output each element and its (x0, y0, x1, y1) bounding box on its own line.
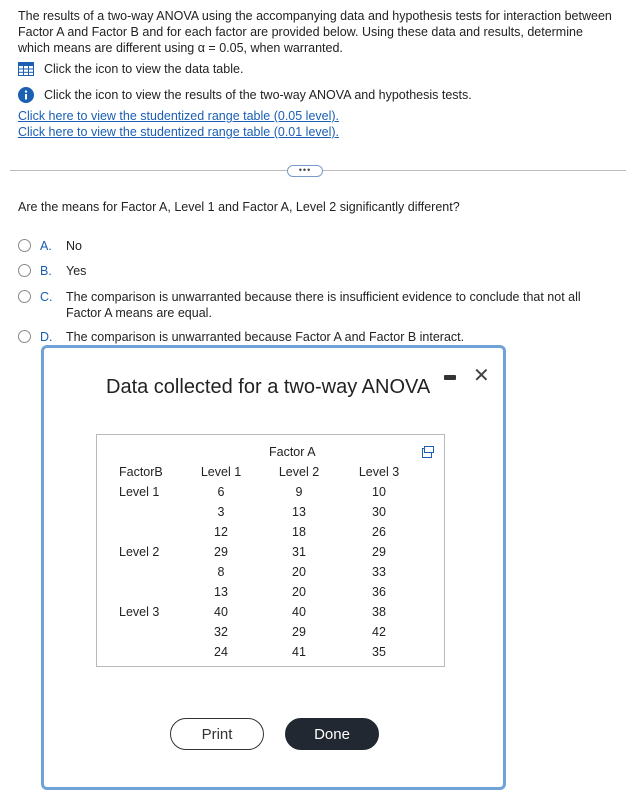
table-cell: 32 (214, 625, 228, 639)
table-cell: 12 (214, 525, 228, 539)
table-icon[interactable] (18, 62, 34, 76)
print-button[interactable]: Print (170, 718, 264, 750)
col-header: Level 2 (278, 465, 320, 479)
option-b[interactable] (18, 263, 606, 279)
table-cell: 33 (372, 565, 386, 579)
table-cell: 8 (217, 565, 225, 579)
table-cell: 30 (372, 505, 386, 519)
table-cell: 6 (217, 485, 225, 499)
table-cell: 18 (292, 525, 306, 539)
radio-button[interactable] (18, 264, 31, 277)
data-table-modal (41, 345, 506, 790)
table-cell: 29 (214, 545, 228, 559)
option-c[interactable] (18, 289, 606, 321)
table-cell: 31 (292, 545, 306, 559)
table-cell: 38 (372, 605, 386, 619)
table-cell: 13 (214, 585, 228, 599)
option-letter: A. (40, 239, 52, 253)
data-table (96, 434, 445, 667)
table-cell: 41 (292, 645, 306, 659)
range-table-005-link[interactable]: Click here to view the studentized range table (0.05 level). (18, 109, 340, 123)
option-text: No (66, 239, 82, 253)
row-label: Level 1 (119, 485, 160, 499)
table-cell: 35 (372, 645, 386, 659)
table-cell: 29 (292, 625, 306, 639)
table-cell: 9 (295, 485, 303, 499)
done-button[interactable]: Done (285, 718, 379, 750)
expand-button[interactable]: ••• (287, 165, 323, 177)
row-label: Level 3 (119, 605, 160, 619)
option-letter: C. (40, 290, 53, 304)
option-text: Yes (66, 264, 87, 278)
anova-hint-row (18, 87, 472, 103)
option-letter: B. (40, 264, 52, 278)
table-cell: 36 (372, 585, 386, 599)
option-text: The comparison is unwarranted because there is insufficient evidence to conclude that not all Factor A means are equal. (66, 290, 581, 320)
table-cell: 40 (214, 605, 228, 619)
option-text: The comparison is unwarranted because Factor A and Factor B interact. (66, 330, 465, 344)
data-table-hint: Click the icon to view the data table. (44, 62, 244, 76)
table-cell: 42 (372, 625, 386, 639)
radio-button[interactable] (18, 239, 31, 252)
option-a[interactable] (18, 238, 606, 254)
table-cell: 13 (292, 505, 306, 519)
col-header: Level 3 (358, 465, 400, 479)
table-cell: 29 (372, 545, 386, 559)
option-letter: D. (40, 330, 53, 344)
problem-intro: The results of a two-way ANOVA using the accompanying data and hypothesis tests for interaction between Factor A and Factor B and for each factor are provided below. Using these data and results, determine which means are different using α = 0.05, when warranted. (18, 9, 612, 55)
modal-title: Data collected for a two-way ANOVA (106, 376, 431, 398)
question-text: Are the means for Factor A, Level 1 and Factor A, Level 2 significantly different? (18, 200, 460, 214)
option-d[interactable] (18, 329, 606, 345)
radio-button[interactable] (18, 290, 31, 303)
range-table-001-link[interactable]: Click here to view the studentized range table (0.01 level). (18, 125, 340, 139)
table-cell: 24 (214, 645, 228, 659)
table-cell: 10 (372, 485, 386, 499)
table-cell: 40 (292, 605, 306, 619)
table-cell: 20 (292, 565, 306, 579)
radio-button[interactable] (18, 330, 31, 343)
table-cell: 20 (292, 585, 306, 599)
factor-a-header: Factor A (269, 445, 316, 459)
close-icon[interactable]: ✕ (473, 365, 490, 387)
minimize-icon[interactable] (444, 375, 456, 380)
anova-hint: Click the icon to view the results of the two-way ANOVA and hypothesis tests. (44, 88, 472, 102)
info-icon[interactable] (18, 87, 34, 103)
row-label: Level 2 (119, 545, 160, 559)
table-cell: 26 (372, 525, 386, 539)
copy-icon[interactable] (422, 445, 434, 463)
table-cell: 3 (217, 505, 225, 519)
factor-b-header: FactorB (119, 465, 163, 479)
data-table-hint-row (18, 62, 243, 76)
col-header: Level 1 (200, 465, 242, 479)
